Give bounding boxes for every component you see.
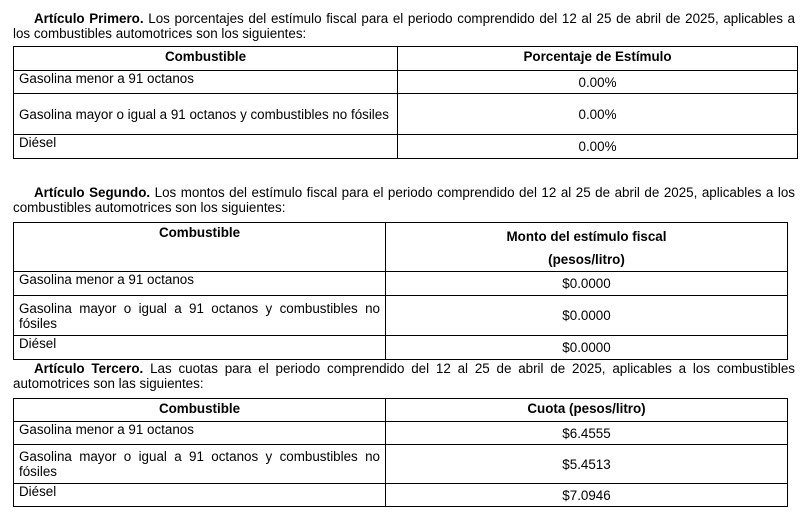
column-header-combustible: Combustible: [14, 223, 386, 272]
column-header-monto-line1: Monto del estímulo fiscal: [506, 229, 667, 244]
article-2-text: Los montos del estímulo fiscal para el periodo comprendido del 12 al 25 de abril de 2025, aplicables a los combustibles automotrices son los siguientes:: [13, 185, 795, 215]
column-header-combustible: Combustible: [14, 399, 386, 422]
article-1-heading: Artículo Primero.: [34, 11, 144, 26]
article-1-table: [13, 46, 798, 159]
column-header-combustible: Combustible: [14, 47, 398, 71]
article-3-text: Las cuotas para el periodo comprendido del 12 al 25 de abril de 2025, aplicables a los combustibles automotrices son las siguientes:: [13, 361, 795, 391]
fuel-cell: Gasolina mayor o igual a 91 octanos y combustibles no fósiles: [14, 445, 386, 484]
fuel-cell: Diésel: [14, 336, 386, 360]
table-header-row: [14, 47, 798, 71]
article-3-table: [13, 398, 788, 507]
article-2-paragraph: [13, 185, 795, 215]
column-header-cuota: Cuota (pesos/litro): [386, 399, 788, 422]
table-row: [14, 422, 788, 445]
fuel-cell: Gasolina mayor o igual a 91 octanos y combustibles no fósiles: [14, 94, 398, 135]
article-3-paragraph: [13, 361, 795, 391]
fuel-cell: Diésel: [14, 484, 386, 507]
table-row: [14, 296, 788, 336]
value-cell: $0.0000: [386, 336, 788, 360]
value-cell: 0.00%: [398, 135, 798, 159]
table-row: [14, 272, 788, 296]
article-3-heading: Artículo Tercero.: [34, 361, 144, 376]
article-1-text: Los porcentajes del estímulo fiscal para el periodo comprendido del 12 al 25 de abril de 2025, aplicables a los combustibles automotrices son los siguientes:: [13, 11, 795, 41]
table-row: [14, 135, 798, 159]
column-header-monto: [386, 223, 788, 272]
column-header-monto-line2: (pesos/litro): [548, 252, 625, 267]
table-row: [14, 484, 788, 507]
column-header-porcentaje: Porcentaje de Estímulo: [398, 47, 798, 71]
value-cell: $6.4555: [386, 422, 788, 445]
value-cell: $0.0000: [386, 272, 788, 296]
value-cell: $7.0946: [386, 484, 788, 507]
fuel-cell: Gasolina menor a 91 octanos: [14, 272, 386, 296]
value-cell: 0.00%: [398, 94, 798, 135]
table-header-row: [14, 399, 788, 422]
value-cell: $5.4513: [386, 445, 788, 484]
table-row: [14, 336, 788, 360]
fuel-cell: Gasolina mayor o igual a 91 octanos y combustibles no fósiles: [14, 296, 386, 336]
table-header-row: [14, 223, 788, 272]
value-cell: $0.0000: [386, 296, 788, 336]
article-2-table: [13, 222, 788, 360]
fuel-cell: Diésel: [14, 135, 398, 159]
fuel-cell: Gasolina menor a 91 octanos: [14, 71, 398, 94]
article-1-paragraph: [13, 11, 795, 41]
fuel-cell: Gasolina menor a 91 octanos: [14, 422, 386, 445]
article-2-heading: Artículo Segundo.: [34, 185, 151, 200]
table-row: [14, 71, 798, 94]
table-row: [14, 94, 798, 135]
value-cell: 0.00%: [398, 71, 798, 94]
table-row: [14, 445, 788, 484]
